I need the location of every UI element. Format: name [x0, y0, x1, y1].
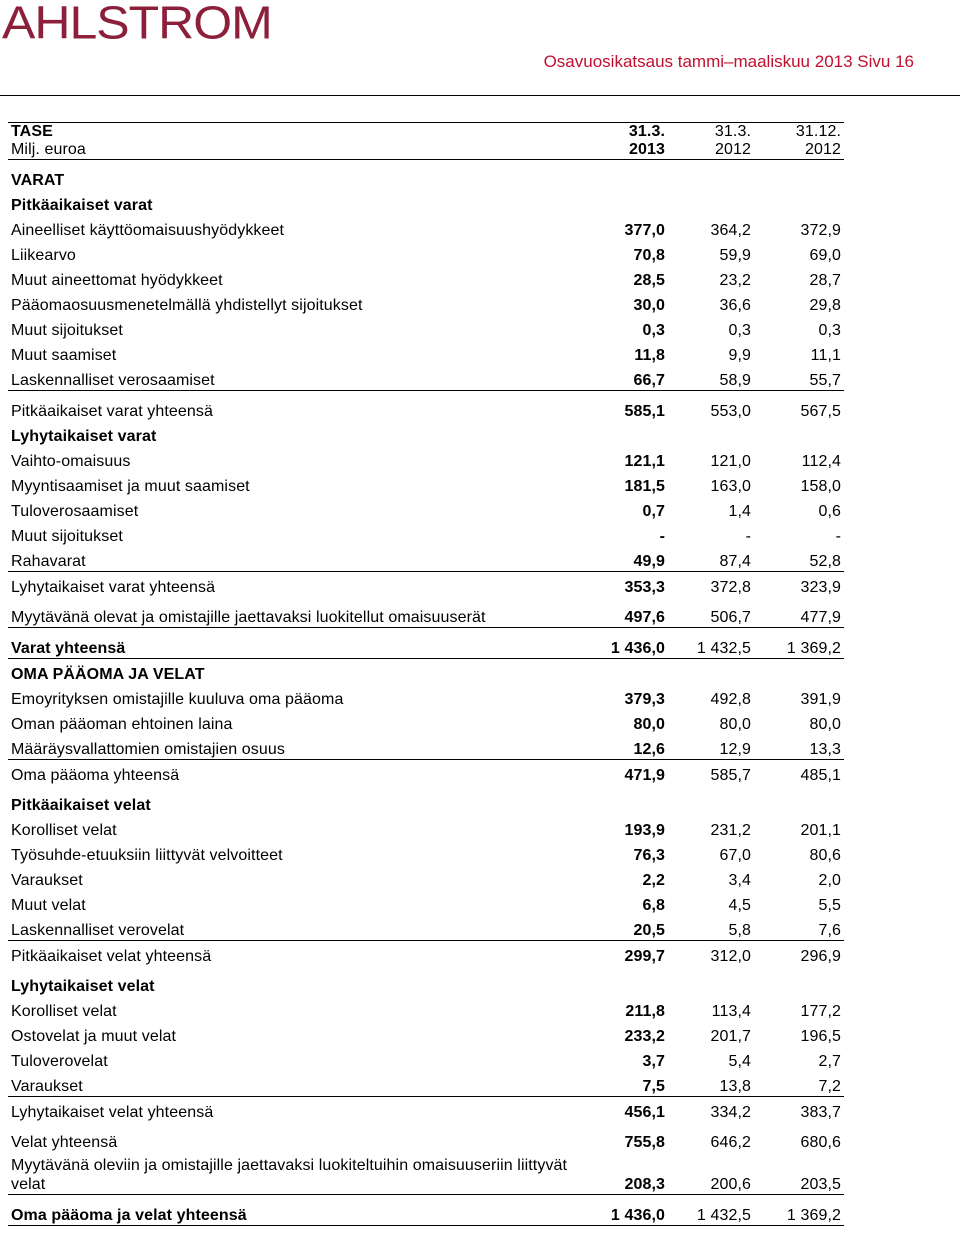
- table-row: [8, 840, 844, 865]
- value-q1-2012: 4,5: [728, 897, 751, 914]
- table-row: [8, 1071, 844, 1097]
- row-label: Pääomaosuusmenetelmällä yhdistellyt sijoitukset: [11, 297, 363, 314]
- row-label: Ostovelat ja muut velat: [11, 1028, 177, 1045]
- table-row: [8, 941, 844, 967]
- value-q1-2012: 121,0: [710, 453, 751, 470]
- value-q1-2012: -: [745, 528, 751, 545]
- row-label: Muut sijoitukset: [11, 322, 123, 339]
- value-q1-2012: 5,8: [668, 915, 754, 941]
- value-q1-2012: 9,9: [728, 347, 751, 364]
- value-fy-2012: 69,0: [809, 247, 841, 264]
- row-label: Varat yhteensä: [8, 628, 583, 659]
- value-q1-2012: 201,7: [710, 1028, 751, 1045]
- value-fy-2012: 680,6: [800, 1134, 841, 1151]
- table-row: [8, 915, 844, 941]
- value-q1-2012: 67,0: [719, 847, 751, 864]
- value-fy-2012: 29,8: [809, 297, 841, 314]
- header-divider: [0, 95, 960, 96]
- value-2013: 471,9: [624, 767, 665, 784]
- value-fy-2012: 11,1: [810, 347, 841, 364]
- value-fy-2012: 2,0: [818, 872, 841, 889]
- balance-sheet-table: [8, 122, 844, 1226]
- row-label: Aineelliset käyttöomaisuushyödykkeet: [11, 222, 285, 239]
- value-q1-2012: 87,4: [668, 546, 754, 572]
- value-fy-2012: 13,3: [754, 734, 844, 760]
- value-q1-2012: 585,7: [710, 767, 751, 784]
- value-2013: 80,0: [633, 716, 665, 733]
- value-q1-2012: 553,0: [710, 403, 751, 420]
- row-label: Oma pääoma ja velat yhteensä: [8, 1195, 583, 1226]
- value-fy-2012: 177,2: [800, 1003, 841, 1020]
- value-q1-2012: 231,2: [710, 822, 751, 839]
- row-label: Velat yhteensä: [11, 1134, 118, 1151]
- value-q1-2012: 1 432,5: [668, 628, 754, 659]
- value-2013: 208,3: [583, 1152, 668, 1195]
- value-2013: 30,0: [633, 297, 665, 314]
- table-title: TASE: [8, 123, 583, 142]
- value-2013: 49,9: [583, 546, 668, 572]
- section-heading: Pitkäaikaiset varat: [11, 197, 153, 214]
- col-header-bottom: 2013: [583, 141, 668, 160]
- table-row: [8, 865, 844, 890]
- row-label: Varaukset: [8, 1071, 583, 1097]
- table-row: [8, 760, 844, 786]
- value-fy-2012: 158,0: [800, 478, 841, 495]
- value-q1-2012: 23,2: [719, 272, 751, 289]
- value-2013: 193,9: [624, 822, 665, 839]
- value-q1-2012: 364,2: [710, 222, 751, 239]
- section-heading: Pitkäaikaiset velat: [11, 797, 151, 814]
- value-fy-2012: -: [835, 528, 841, 545]
- table-row: [8, 734, 844, 760]
- value-fy-2012: 55,7: [754, 365, 844, 391]
- value-fy-2012: 383,7: [800, 1104, 841, 1121]
- table-row: [8, 1195, 844, 1226]
- table-row: [8, 315, 844, 340]
- table-row: [8, 471, 844, 496]
- row-label: Varaukset: [11, 872, 83, 889]
- row-label: Määräysvallattomien omistajien osuus: [8, 734, 583, 760]
- value-q1-2012: 200,6: [668, 1152, 754, 1195]
- value-fy-2012: 0,6: [818, 503, 841, 520]
- value-q1-2012: 372,8: [710, 579, 751, 596]
- unit-label: Milj. euroa: [8, 141, 583, 160]
- value-2013: 121,1: [624, 453, 665, 470]
- value-2013: 755,8: [624, 1134, 665, 1151]
- table-row: [8, 1122, 844, 1152]
- value-2013: 20,5: [583, 915, 668, 941]
- value-q1-2012: 3,4: [728, 872, 751, 889]
- table-header-row: [8, 141, 844, 160]
- value-q1-2012: 59,9: [719, 247, 751, 264]
- value-2013: 377,0: [624, 222, 665, 239]
- section-heading: Lyhytaikaiset varat: [11, 428, 157, 445]
- col-header-top: 31.12.: [754, 123, 844, 142]
- table-row: [8, 160, 844, 191]
- value-2013: 585,1: [624, 403, 665, 420]
- value-fy-2012: 203,5: [754, 1152, 844, 1195]
- value-2013: 379,3: [624, 691, 665, 708]
- value-fy-2012: 567,5: [800, 403, 841, 420]
- value-q1-2012: 1,4: [728, 503, 751, 520]
- value-2013: 1 436,0: [583, 628, 668, 659]
- table-row: [8, 1152, 844, 1195]
- value-2013: 12,6: [583, 734, 668, 760]
- row-label: Muut sijoitukset: [11, 528, 123, 545]
- row-label: Myyntisaamiset ja muut saamiset: [11, 478, 250, 495]
- table-row: [8, 684, 844, 709]
- row-label: Laskennalliset verovelat: [8, 915, 583, 941]
- value-2013: 1 436,0: [583, 1195, 668, 1226]
- table-row: [8, 391, 844, 422]
- value-fy-2012: 80,6: [809, 847, 841, 864]
- value-q1-2012: 80,0: [719, 716, 751, 733]
- value-q1-2012: 12,9: [668, 734, 754, 760]
- value-fy-2012: 7,6: [754, 915, 844, 941]
- row-label: Oman pääoman ehtoinen laina: [11, 716, 233, 733]
- row-label: Oma pääoma yhteensä: [11, 767, 180, 784]
- value-fy-2012: 391,9: [800, 691, 841, 708]
- row-label: Rahavarat: [8, 546, 583, 572]
- section-heading: Lyhytaikaiset velat: [11, 978, 155, 995]
- row-label: Myytävänä olevat ja omistajille jaettavaksi luokitellut omaisuuserät: [8, 597, 583, 628]
- value-2013: 7,5: [583, 1071, 668, 1097]
- row-label: Pitkäaikaiset varat yhteensä: [11, 403, 214, 420]
- table-row: [8, 546, 844, 572]
- table-row: [8, 190, 844, 215]
- value-q1-2012: 1 432,5: [668, 1195, 754, 1226]
- report-title: Osavuosikatsaus tammi–maaliskuu 2013: [543, 52, 853, 71]
- value-2013: 28,5: [633, 272, 665, 289]
- value-2013: 3,7: [642, 1053, 665, 1070]
- value-2013: 6,8: [642, 897, 665, 914]
- row-label: Emoyrityksen omistajille kuuluva oma pääoma: [11, 691, 344, 708]
- value-2013: 497,6: [583, 597, 668, 628]
- value-fy-2012: 1 369,2: [754, 628, 844, 659]
- value-fy-2012: 28,7: [809, 272, 841, 289]
- section-heading: OMA PÄÄOMA JA VELAT: [11, 666, 205, 683]
- table-row: [8, 1021, 844, 1046]
- table-row: [8, 890, 844, 915]
- value-fy-2012: 1 369,2: [754, 1195, 844, 1226]
- value-fy-2012: 201,1: [800, 822, 841, 839]
- row-label: Pitkäaikaiset velat yhteensä: [11, 948, 212, 965]
- value-q1-2012: 492,8: [710, 691, 751, 708]
- table-row: [8, 628, 844, 659]
- value-fy-2012: 112,4: [801, 453, 841, 470]
- table-row: [8, 290, 844, 315]
- table-row: [8, 265, 844, 290]
- table-row: [8, 340, 844, 365]
- value-q1-2012: 0,3: [728, 322, 751, 339]
- value-2013: 11,8: [634, 347, 665, 364]
- row-label: Myytävänä oleviin ja omistajille jaettavaksi luokiteltuihin omaisuuseriin liittyvät velat: [8, 1152, 583, 1195]
- table-row: [8, 240, 844, 265]
- table-row: [8, 1046, 844, 1071]
- row-label: Korolliset velat: [11, 822, 117, 839]
- table-row: [8, 365, 844, 391]
- row-label: Muut velat: [11, 897, 86, 914]
- value-fy-2012: 0,3: [818, 322, 841, 339]
- value-2013: 353,3: [624, 579, 665, 596]
- row-label: Vaihto-omaisuus: [11, 453, 131, 470]
- value-fy-2012: 52,8: [754, 546, 844, 572]
- col-header-bottom: 2012: [754, 141, 844, 160]
- table-header-row: [8, 123, 844, 142]
- value-2013: 66,7: [583, 365, 668, 391]
- table-row: [8, 572, 844, 598]
- row-label: Työsuhde-etuuksiin liittyvät velvoitteet: [11, 847, 283, 864]
- table-row: [8, 446, 844, 471]
- value-fy-2012: 372,9: [800, 222, 841, 239]
- table-row: [8, 966, 844, 996]
- value-2013: 456,1: [624, 1104, 665, 1121]
- row-label: Laskennalliset verosaamiset: [8, 365, 583, 391]
- value-2013: -: [659, 528, 665, 545]
- row-label: Muut aineettomat hyödykkeet: [11, 272, 223, 289]
- value-2013: 211,8: [625, 1003, 665, 1020]
- table-row: [8, 709, 844, 734]
- value-fy-2012: 296,9: [800, 948, 841, 965]
- value-fy-2012: 477,9: [754, 597, 844, 628]
- value-fy-2012: 485,1: [800, 767, 841, 784]
- value-2013: 0,7: [642, 503, 665, 520]
- col-header-top: 31.3.: [668, 123, 754, 142]
- table-row: [8, 1097, 844, 1123]
- table-row: [8, 659, 844, 685]
- value-q1-2012: 334,2: [710, 1104, 751, 1121]
- row-label: Lyhytaikaiset varat yhteensä: [11, 579, 216, 596]
- value-q1-2012: 312,0: [710, 948, 751, 965]
- value-2013: 299,7: [624, 948, 665, 965]
- value-2013: 76,3: [633, 847, 665, 864]
- row-label: Tuloverosaamiset: [11, 503, 139, 520]
- row-label: Liikearvo: [11, 247, 76, 264]
- value-2013: 2,2: [642, 872, 665, 889]
- row-label: Tuloverovelat: [11, 1053, 108, 1070]
- row-label: Korolliset velat: [11, 1003, 117, 1020]
- page-header: [544, 52, 914, 72]
- table-row: [8, 996, 844, 1021]
- table-row: [8, 785, 844, 815]
- row-label: Muut saamiset: [11, 347, 117, 364]
- col-header-top: 31.3.: [583, 123, 668, 142]
- row-label: Lyhytaikaiset velat yhteensä: [11, 1104, 214, 1121]
- value-2013: 70,8: [633, 247, 665, 264]
- value-q1-2012: 113,4: [711, 1003, 751, 1020]
- value-q1-2012: 5,4: [728, 1053, 751, 1070]
- value-q1-2012: 506,7: [668, 597, 754, 628]
- value-q1-2012: 13,8: [668, 1071, 754, 1097]
- page-number: Sivu 16: [857, 52, 914, 71]
- col-header-bottom: 2012: [668, 141, 754, 160]
- value-fy-2012: 323,9: [800, 579, 841, 596]
- value-fy-2012: 2,7: [818, 1053, 841, 1070]
- value-2013: 233,2: [624, 1028, 665, 1045]
- table-row: [8, 215, 844, 240]
- table-row: [8, 521, 844, 546]
- table-row: [8, 421, 844, 446]
- value-fy-2012: 7,2: [754, 1071, 844, 1097]
- value-2013: 0,3: [642, 322, 665, 339]
- value-fy-2012: 80,0: [809, 716, 841, 733]
- value-q1-2012: 163,0: [710, 478, 751, 495]
- section-heading: VARAT: [11, 172, 65, 189]
- ahlstrom-logo: AHLSTROM: [2, 0, 272, 49]
- value-fy-2012: 196,5: [800, 1028, 841, 1045]
- value-2013: 181,5: [624, 478, 665, 495]
- table-row: [8, 496, 844, 521]
- value-fy-2012: 5,5: [818, 897, 841, 914]
- value-q1-2012: 58,9: [668, 365, 754, 391]
- table-row: [8, 597, 844, 628]
- value-q1-2012: 36,6: [719, 297, 751, 314]
- table-row: [8, 815, 844, 840]
- value-q1-2012: 646,2: [710, 1134, 751, 1151]
